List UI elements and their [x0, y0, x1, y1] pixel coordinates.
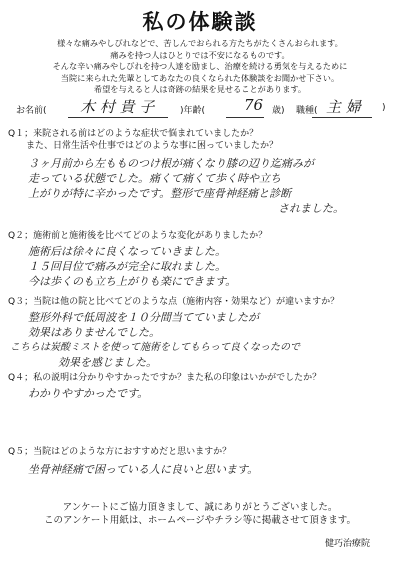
answer-2: 施術后は徐々に良くなっていきました。 １５回目位で痛みが完全に取れました。 今は歩くのも立ち上がりも楽にできます。 — [28, 245, 237, 288]
job-close: ) — [382, 103, 386, 113]
question-2: Q２；施術前と施術後を比べてどのような変化がありましたか？ — [8, 231, 268, 241]
age-label: )年齢( — [180, 106, 206, 116]
intro-line: 希望を与えると人は奇跡の結果を見せることがあります。 — [93, 84, 307, 95]
name-value: 木 村 貴 子 — [80, 98, 155, 116]
intro-line: 様々な痛みやしびれなどで、苦しんでおられる方たちがたくさんおられます。 — [57, 38, 343, 48]
age-underline — [226, 117, 264, 118]
answer-4: わかりやすかったです。 — [28, 387, 149, 400]
job-value: 主 婦 — [326, 98, 361, 116]
page-title: 私の体験談 — [142, 10, 258, 34]
intro-text — [14, 38, 386, 96]
question-5: Q５；当院はどのような方におすすめだと思いますか？ — [8, 447, 232, 457]
job-label: 職種( — [296, 106, 318, 116]
age-unit: 歳) — [272, 106, 285, 116]
clinic-name: 健巧治療院 — [324, 539, 370, 549]
question-4: Q４；私の説明は分かりやすかったですか？また私の印象はいかがでしたか？ — [8, 373, 322, 383]
name-underline — [68, 117, 168, 118]
name-label: お名前( — [16, 106, 47, 116]
age-value: 76 — [244, 96, 264, 114]
footer-text: アンケートにご協力頂きまして、誠にありがとうございました。 このアンケート用紙は、ホームページやチラシ等に掲載させて頂きます。 — [44, 502, 356, 526]
intro-line: 当院に来られた先輩としてあなたの良くなられた体験談をお聞かせ下さい。 — [60, 72, 340, 83]
answer-1: ３ヶ月前から左もものつけ根が痛くなり膝の辺り迄痛みが 走っている状態でした。痛くて痛くて歩く時や立ち 上がりが特に辛かったです。整形で座骨神経痛と診断 されました。 — [28, 157, 344, 215]
intro-line: そんな辛い痛みやしびれを持つ人達を励まし、治療を続ける勇気を与えるために — [52, 61, 348, 72]
answer-5: 坐骨神経痛で困っている人に良いと思います。 — [28, 463, 259, 476]
answer-3: 整形外科で低周波を１０分間当てていましたが 効果はありませんでした。 こちらは炭酸ミストを使って施術をしてもらって良くなったので 効果を感じました。 — [10, 311, 300, 369]
intro-line: 痛みを持つ人はひとりでは不安になるものです。 — [110, 49, 290, 60]
question-1: Q１；来院される前はどのような症状で悩まれていましたか？ また、日常生活や仕事ではどのような事に困っていましたか？ — [8, 129, 279, 151]
question-3: Q３；当院は他の院と比べてどのような点（施術内容・効果など）が違いますか？ — [8, 297, 340, 307]
job-underline — [312, 117, 372, 118]
